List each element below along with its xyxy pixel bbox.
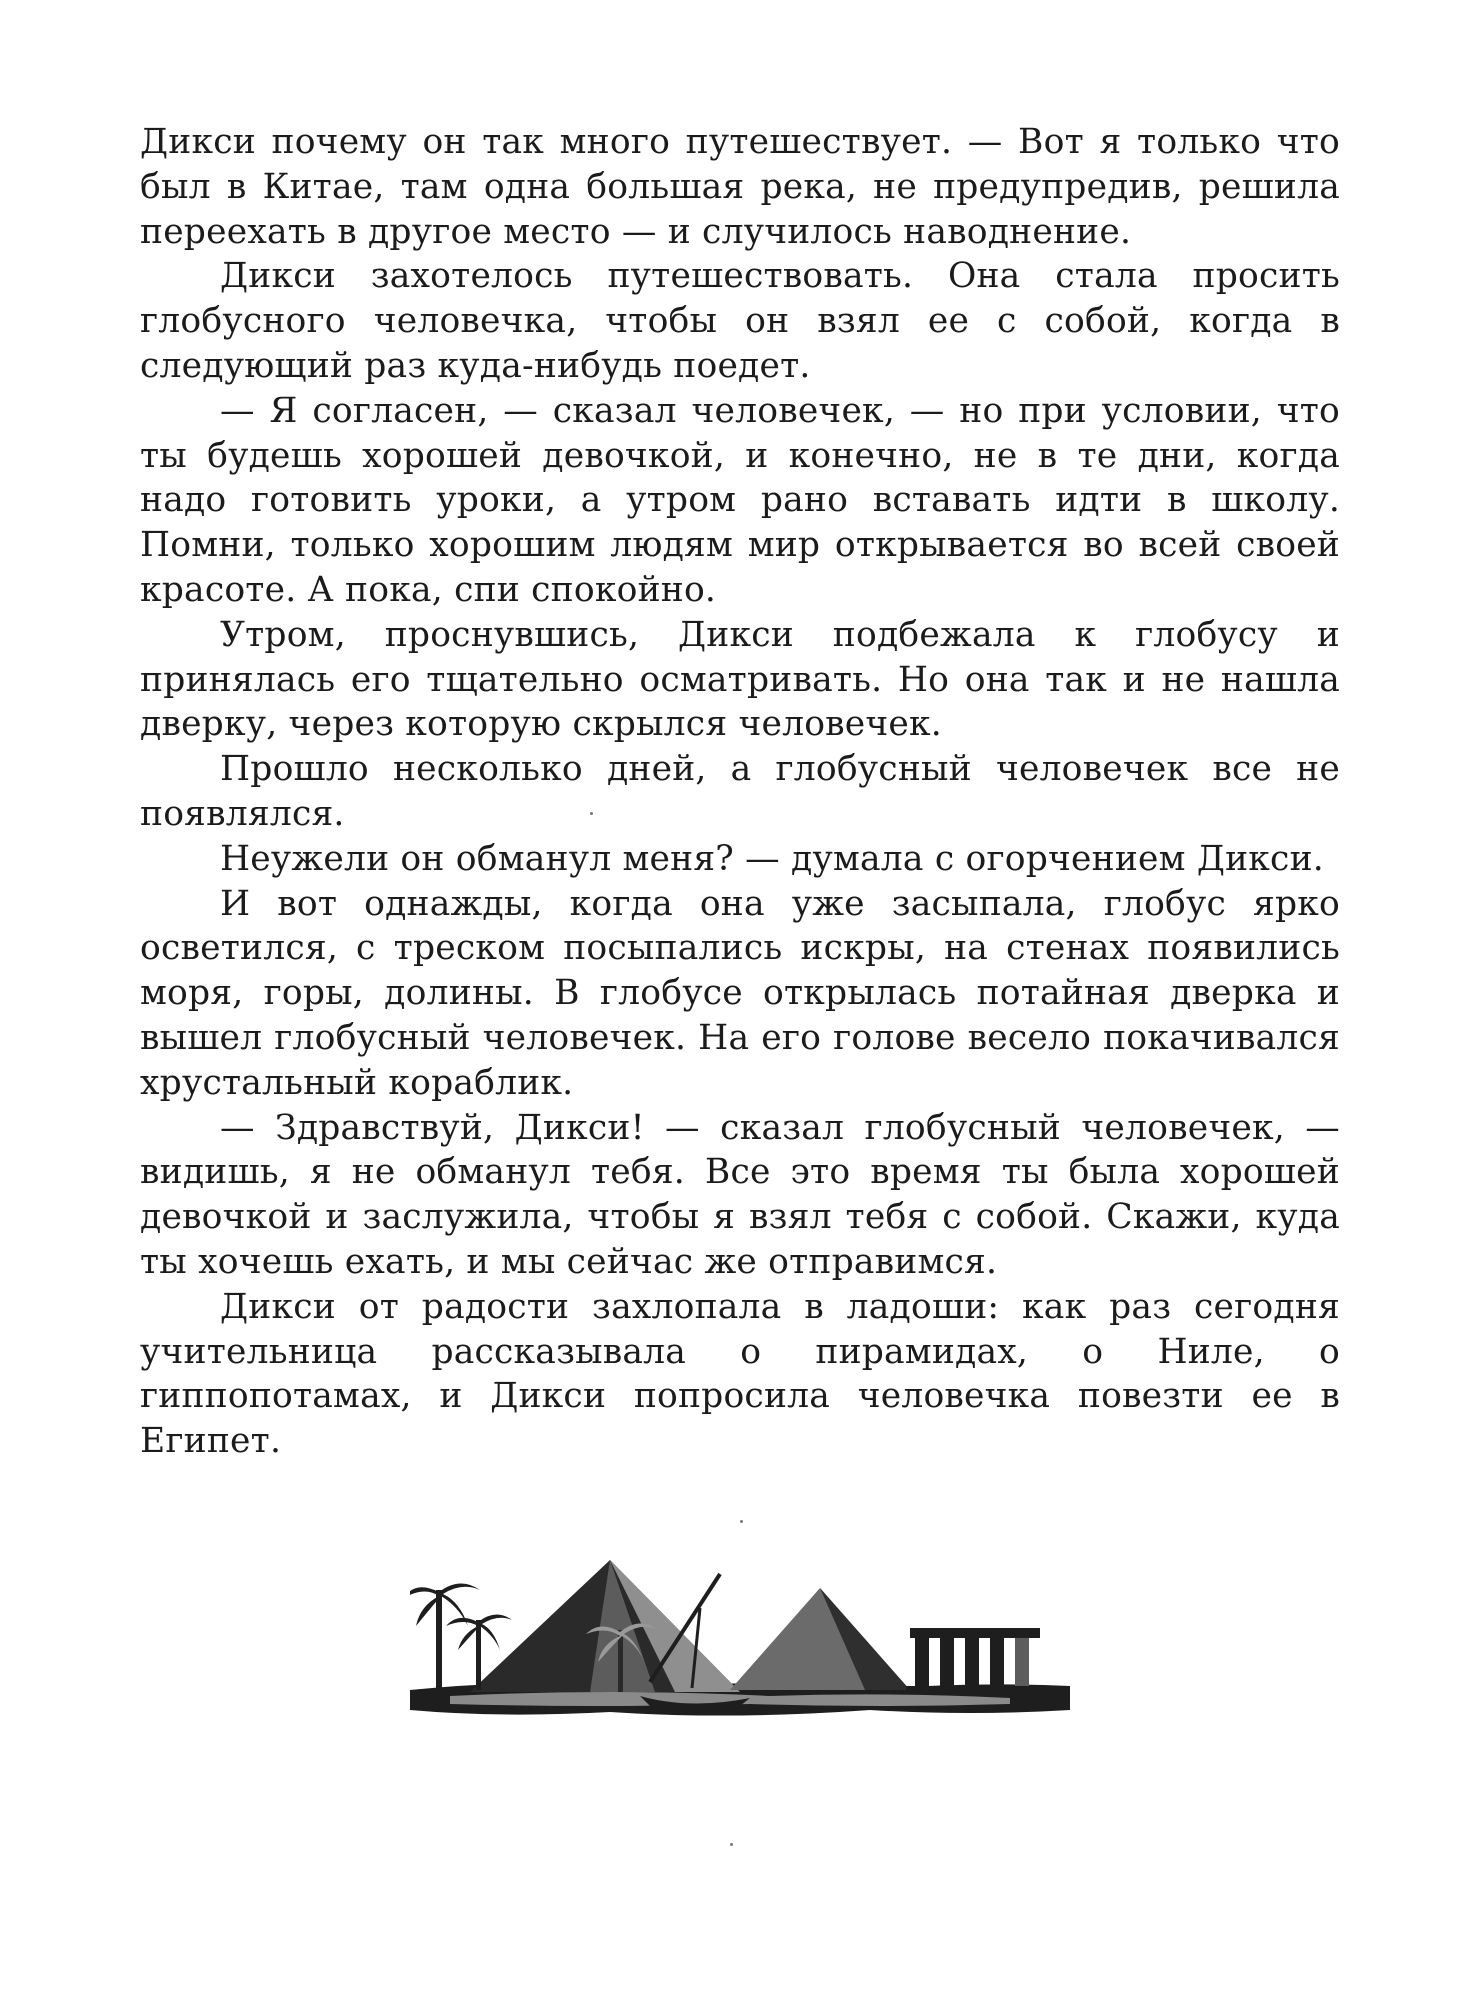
- egypt-illustration: [410, 1510, 1070, 1740]
- temple-column: [1015, 1638, 1029, 1690]
- paragraph: Утром, проснувшись, Дикси подбежала к глобусу и принялась его тщательно осматривать. Но она так и не нашла дверку, через которую скрылся человечек.: [140, 614, 1340, 745]
- paragraph: Прошло несколько дней, а глобусный человечек все не появлялся.: [140, 749, 1340, 834]
- paragraph: Дикси от радости захлопала в ладоши: как раз сегодня учительница рассказывала о пирамидах, о Ниле, о гиппопотамах, и Дикси попросила человечка повезти ее в Египет.: [140, 1286, 1340, 1462]
- print-speck: [730, 1843, 733, 1846]
- paragraph: И вот однажды, когда она уже засыпала, глобус ярко осветился, с треском посыпались искры, на стенах появились моря, горы, долины. В глобусе открылась потайная дверка и вышел глобусный человечек. На его голове весело покачивался хрустальный кораблик.: [140, 883, 1340, 1103]
- palm-trunk: [436, 1590, 442, 1690]
- temple-column: [990, 1638, 1004, 1690]
- print-speck: [740, 1520, 743, 1523]
- print-speck: [590, 812, 593, 815]
- paragraph: Неужели он обманул меня? — думала с огорчением Дикси.: [220, 838, 1324, 879]
- temple-column: [940, 1638, 954, 1690]
- paragraph: Дикси захотелось путешествовать. Она стала просить глобусного человечка, чтобы он взял ее с собой, когда в следующий раз куда-нибудь поедет.: [140, 256, 1340, 386]
- temple-column: [965, 1638, 979, 1690]
- paragraph: Дикси почему он так много путешествует. — Вот я только что был в Китае, там одна большая река, не предупредив, решила переехать в другое место — и случилось наводнение.: [140, 122, 1340, 252]
- paragraph: — Здравствуй, Дикси! — сказал глобусный человечек, — видишь, я не обманул тебя. Все это время ты была хорошей девочкой и заслужила, чтобы я взял тебя с собой. Скажи, куда ты хочешь ехать, и мы сейчас же отправимся.: [140, 1107, 1340, 1282]
- temple-column: [915, 1638, 929, 1690]
- story-text: [140, 120, 1340, 1464]
- palm-trunk: [476, 1620, 481, 1690]
- temple-lintel: [910, 1628, 1040, 1638]
- paragraph: — Я согласен, — сказал человечек, — но при условии, что ты будешь хорошей девочкой, и конечно, не в те дни, когда надо готовить уроки, а утром рано вставать идти в школу. Помни, только хорошим людям мир открывается во всей своей красоте. А пока, спи спокойно.: [140, 390, 1340, 610]
- temple-base: [906, 1686, 1046, 1694]
